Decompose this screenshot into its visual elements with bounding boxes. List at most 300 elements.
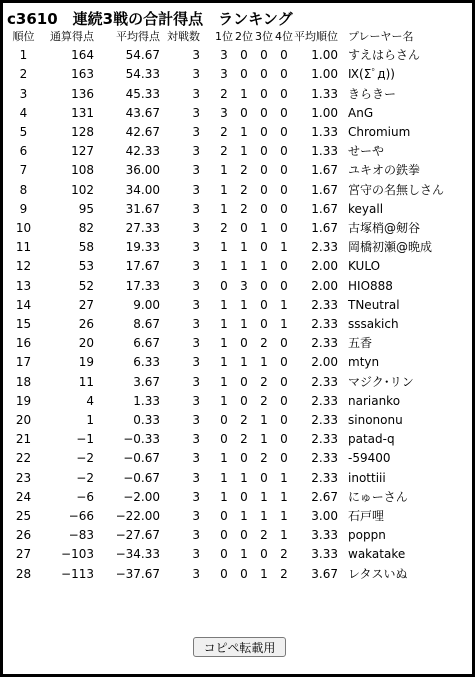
third-count-cell: 0	[260, 48, 268, 63]
average-score-cell: 34.00	[125, 182, 160, 197]
player-name-cell: inottiii	[348, 470, 386, 485]
average-score-cell: −27.67	[115, 528, 160, 543]
header-average-place: 平均順位	[294, 30, 338, 43]
player-name-cell: せーや	[348, 144, 385, 159]
average-score-cell: 8.67	[133, 317, 160, 332]
average-score-cell: 36.00	[125, 163, 160, 178]
fourth-count-cell: 1	[280, 528, 288, 543]
header-first: 1位	[215, 30, 233, 43]
average-place-cell: 2.33	[311, 297, 338, 312]
table-row	[7, 65, 444, 84]
fourth-count-cell: 0	[280, 48, 288, 63]
fourth-count-cell: 0	[280, 451, 288, 466]
table-row	[7, 430, 444, 449]
third-count-cell: 1	[260, 221, 268, 236]
player-name-cell: 五香	[348, 336, 373, 351]
fourth-count-cell: 0	[280, 355, 288, 370]
games-cell: 3	[192, 297, 200, 312]
table-row	[7, 411, 444, 430]
first-count-cell: 3	[220, 105, 228, 120]
total-score-cell: 11	[78, 374, 94, 389]
average-score-cell: 42.67	[125, 125, 160, 140]
table-row	[7, 181, 444, 200]
third-count-cell: 0	[260, 240, 268, 255]
table-row	[7, 449, 444, 468]
second-count-cell: 0	[240, 374, 248, 389]
games-cell: 3	[192, 259, 200, 274]
rank-cell: 15	[15, 317, 32, 332]
average-score-cell: 54.33	[125, 67, 160, 82]
average-place-cell: 2.00	[311, 355, 338, 370]
third-count-cell: 0	[260, 163, 268, 178]
rank-cell: 13	[15, 278, 32, 293]
third-count-cell: 1	[260, 489, 268, 504]
fourth-count-cell: 0	[280, 259, 288, 274]
fourth-count-cell: 2	[280, 547, 288, 562]
second-count-cell: 1	[240, 547, 248, 562]
third-count-cell: 0	[260, 470, 268, 485]
rank-cell: 24	[15, 489, 32, 504]
first-count-cell: 3	[220, 67, 228, 82]
third-count-cell: 0	[260, 67, 268, 82]
rank-cell: 10	[15, 221, 32, 236]
first-count-cell: 1	[220, 374, 228, 389]
player-name-cell: レタスいぬ	[348, 566, 408, 581]
fourth-count-cell: 0	[280, 336, 288, 351]
games-cell: 3	[192, 201, 200, 216]
page-title: c3610 連続3戦の合計得点 ランキング	[7, 10, 293, 28]
games-cell: 3	[192, 163, 200, 178]
third-count-cell: 0	[260, 278, 268, 293]
table-body	[7, 46, 444, 584]
games-cell: 3	[192, 451, 200, 466]
second-count-cell: 0	[240, 566, 248, 581]
total-score-cell: 128	[71, 125, 94, 140]
third-count-cell: 2	[260, 374, 268, 389]
header-second: 2位	[235, 30, 253, 43]
table-row	[7, 334, 444, 353]
games-cell: 3	[192, 336, 200, 351]
rank-cell: 21	[15, 432, 32, 447]
third-count-cell: 0	[260, 125, 268, 140]
games-cell: 3	[192, 67, 200, 82]
second-count-cell: 2	[240, 432, 248, 447]
rank-cell: 11	[15, 240, 32, 255]
average-score-cell: 1.33	[133, 393, 160, 408]
first-count-cell: 1	[220, 240, 228, 255]
average-score-cell: 6.33	[133, 355, 160, 370]
third-count-cell: 2	[260, 528, 268, 543]
average-place-cell: 3.00	[311, 509, 338, 524]
average-score-cell: 3.67	[133, 374, 160, 389]
second-count-cell: 0	[240, 393, 248, 408]
games-cell: 3	[192, 393, 200, 408]
second-count-cell: 2	[240, 163, 248, 178]
average-place-cell: 3.33	[311, 528, 338, 543]
second-count-cell: 2	[240, 413, 248, 428]
total-score-cell: 58	[78, 240, 94, 255]
fourth-count-cell: 0	[280, 413, 288, 428]
average-place-cell: 1.67	[311, 163, 338, 178]
table-row	[7, 277, 444, 296]
average-score-cell: −0.67	[123, 470, 160, 485]
first-count-cell: 1	[220, 355, 228, 370]
third-count-cell: 1	[260, 566, 268, 581]
games-cell: 3	[192, 509, 200, 524]
first-count-cell: 0	[220, 528, 228, 543]
average-score-cell: −34.33	[115, 547, 160, 562]
rank-cell: 9	[19, 201, 28, 216]
average-place-cell: 2.33	[311, 240, 338, 255]
table-row	[7, 507, 444, 526]
games-cell: 3	[192, 105, 200, 120]
fourth-count-cell: 0	[280, 374, 288, 389]
total-score-cell: 163	[71, 67, 94, 82]
player-name-cell: -59400	[348, 451, 391, 466]
average-place-cell: 2.33	[311, 451, 338, 466]
first-count-cell: 1	[220, 336, 228, 351]
table-row	[7, 161, 444, 180]
average-place-cell: 1.33	[311, 86, 338, 101]
third-count-cell: 2	[260, 451, 268, 466]
total-score-cell: 20	[78, 336, 94, 351]
average-score-cell: 9.00	[133, 297, 160, 312]
second-count-cell: 1	[240, 509, 248, 524]
table-header-row	[7, 27, 444, 46]
total-score-cell: 131	[71, 105, 94, 120]
first-count-cell: 0	[220, 509, 228, 524]
player-name-cell: mtyn	[348, 355, 380, 370]
table-row	[7, 85, 444, 104]
rank-cell: 3	[19, 86, 28, 101]
header-total-score: 通算得点	[50, 30, 94, 43]
average-place-cell: 1.67	[311, 182, 338, 197]
third-count-cell: 2	[260, 393, 268, 408]
second-count-cell: 1	[240, 317, 248, 332]
average-place-cell: 1.00	[311, 67, 338, 82]
second-count-cell: 1	[240, 86, 248, 101]
player-name-cell: KULO	[348, 259, 381, 274]
first-count-cell: 0	[220, 566, 228, 581]
average-score-cell: −0.33	[123, 432, 160, 447]
games-cell: 3	[192, 413, 200, 428]
average-score-cell: 42.33	[125, 144, 160, 159]
second-count-cell: 2	[240, 201, 248, 216]
rank-cell: 4	[19, 105, 28, 120]
player-name-cell: poppn	[348, 528, 386, 543]
total-score-cell: 95	[78, 201, 94, 216]
first-count-cell: 0	[220, 278, 228, 293]
average-score-cell: −0.67	[123, 451, 160, 466]
first-count-cell: 1	[220, 451, 228, 466]
fourth-count-cell: 2	[280, 566, 288, 581]
games-cell: 3	[192, 566, 200, 581]
average-place-cell: 2.67	[311, 489, 338, 504]
total-score-cell: −103	[61, 547, 94, 562]
average-place-cell: 2.33	[311, 393, 338, 408]
second-count-cell: 1	[240, 259, 248, 274]
games-cell: 3	[192, 86, 200, 101]
table-row	[7, 565, 444, 584]
games-cell: 3	[192, 48, 200, 63]
first-count-cell: 2	[220, 221, 228, 236]
player-name-cell: すえはらさん	[348, 48, 421, 63]
total-score-cell: 82	[78, 221, 94, 236]
average-place-cell: 1.33	[311, 144, 338, 159]
average-score-cell: −2.00	[123, 489, 160, 504]
average-score-cell: −22.00	[115, 509, 160, 524]
games-cell: 3	[192, 489, 200, 504]
total-score-cell: −113	[61, 566, 94, 581]
third-count-cell: 1	[260, 413, 268, 428]
fourth-count-cell: 0	[280, 393, 288, 408]
table-row	[7, 373, 444, 392]
average-place-cell: 2.33	[311, 336, 338, 351]
second-count-cell: 1	[240, 240, 248, 255]
second-count-cell: 0	[240, 221, 248, 236]
rank-cell: 22	[15, 451, 32, 466]
header-fourth: 4位	[275, 30, 293, 43]
first-count-cell: 0	[220, 432, 228, 447]
player-name-cell: sinononu	[348, 413, 403, 428]
player-name-cell: マジク･リン	[348, 374, 414, 389]
first-count-cell: 3	[220, 48, 228, 63]
rank-cell: 17	[15, 355, 32, 370]
total-score-cell: 164	[71, 48, 94, 63]
second-count-cell: 0	[240, 48, 248, 63]
player-name-cell: narianko	[348, 393, 401, 408]
table-row	[7, 123, 444, 142]
second-count-cell: 1	[240, 355, 248, 370]
table-row	[7, 142, 444, 161]
rank-cell: 1	[19, 48, 28, 63]
player-name-cell: wakatake	[348, 547, 406, 562]
rank-cell: 12	[15, 259, 32, 274]
fourth-count-cell: 0	[280, 67, 288, 82]
first-count-cell: 1	[220, 297, 228, 312]
average-score-cell: 54.67	[125, 48, 160, 63]
fourth-count-cell: 1	[280, 470, 288, 485]
first-count-cell: 1	[220, 489, 228, 504]
total-score-cell: −6	[76, 489, 94, 504]
player-name-cell: ユキオの鉄拳	[348, 163, 421, 178]
third-count-cell: 0	[260, 317, 268, 332]
total-score-cell: −2	[76, 470, 94, 485]
third-count-cell: 0	[260, 86, 268, 101]
average-place-cell: 2.33	[311, 432, 338, 447]
first-count-cell: 2	[220, 86, 228, 101]
rank-cell: 23	[15, 470, 32, 485]
fourth-count-cell: 0	[280, 105, 288, 120]
second-count-cell: 1	[240, 144, 248, 159]
first-count-cell: 0	[220, 413, 228, 428]
first-count-cell: 1	[220, 163, 228, 178]
first-count-cell: 1	[220, 317, 228, 332]
second-count-cell: 2	[240, 182, 248, 197]
total-score-cell: 53	[78, 259, 94, 274]
third-count-cell: 0	[260, 182, 268, 197]
games-cell: 3	[192, 374, 200, 389]
third-count-cell: 1	[260, 509, 268, 524]
total-score-cell: −1	[76, 432, 94, 447]
total-score-cell: 108	[71, 163, 94, 178]
fourth-count-cell: 0	[280, 278, 288, 293]
table-row	[7, 353, 444, 372]
total-score-cell: 102	[71, 182, 94, 197]
total-score-cell: 52	[78, 278, 94, 293]
third-count-cell: 1	[260, 432, 268, 447]
average-place-cell: 2.33	[311, 317, 338, 332]
games-cell: 3	[192, 144, 200, 159]
average-score-cell: −37.67	[115, 566, 160, 581]
second-count-cell: 0	[240, 336, 248, 351]
first-count-cell: 1	[220, 259, 228, 274]
first-count-cell: 1	[220, 182, 228, 197]
player-name-cell: 宮守の名無しさん	[348, 182, 445, 197]
rank-cell: 5	[19, 125, 28, 140]
player-name-cell: 岡橋初瀬@晩成	[348, 240, 433, 255]
average-place-cell: 1.33	[311, 125, 338, 140]
header-rank: 順位	[12, 30, 35, 43]
rank-cell: 20	[15, 413, 32, 428]
average-place-cell: 2.33	[311, 470, 338, 485]
table-row	[7, 104, 444, 123]
fourth-count-cell: 0	[280, 163, 288, 178]
player-name-cell: AnG	[348, 105, 374, 120]
third-count-cell: 0	[260, 297, 268, 312]
header-average-score: 平均得点	[116, 30, 160, 43]
average-score-cell: 0.33	[133, 413, 160, 428]
rank-cell: 18	[15, 374, 32, 389]
third-count-cell: 0	[260, 201, 268, 216]
average-place-cell: 1.00	[311, 48, 338, 63]
table-row	[7, 469, 444, 488]
player-name-cell: HIO888	[348, 278, 393, 293]
average-score-cell: 17.33	[125, 278, 160, 293]
table-row	[7, 545, 444, 564]
table-row	[7, 488, 444, 507]
player-name-cell: 古塚梢@剱谷	[348, 221, 421, 236]
average-place-cell: 1.67	[311, 201, 338, 216]
average-score-cell: 6.67	[133, 336, 160, 351]
table-row	[7, 296, 444, 315]
total-score-cell: 19	[78, 355, 94, 370]
fourth-count-cell: 1	[280, 240, 288, 255]
rank-cell: 14	[15, 297, 32, 312]
total-score-cell: −83	[68, 528, 94, 543]
games-cell: 3	[192, 355, 200, 370]
table-row	[7, 392, 444, 411]
table-row	[7, 200, 444, 219]
total-score-cell: 4	[86, 393, 94, 408]
player-name-cell: きらきー	[348, 86, 397, 101]
fourth-count-cell: 0	[280, 144, 288, 159]
table-row	[7, 257, 444, 276]
rank-cell: 25	[15, 509, 32, 524]
average-place-cell: 1.67	[311, 221, 338, 236]
rank-cell: 19	[15, 393, 32, 408]
ranking-table	[7, 27, 444, 584]
first-count-cell: 1	[220, 470, 228, 485]
first-count-cell: 0	[220, 547, 228, 562]
table-row	[7, 219, 444, 238]
fourth-count-cell: 0	[280, 86, 288, 101]
header-third: 3位	[255, 30, 273, 43]
average-place-cell: 3.67	[311, 566, 338, 581]
average-score-cell: 31.67	[125, 201, 160, 216]
rank-cell: 16	[15, 336, 32, 351]
second-count-cell: 0	[240, 489, 248, 504]
first-count-cell: 1	[220, 393, 228, 408]
rank-cell: 8	[19, 182, 28, 197]
fourth-count-cell: 1	[280, 297, 288, 312]
total-score-cell: 1	[86, 413, 94, 428]
total-score-cell: 127	[71, 144, 94, 159]
third-count-cell: 1	[260, 259, 268, 274]
table-row	[7, 238, 444, 257]
table-row	[7, 46, 444, 65]
rank-cell: 27	[15, 547, 32, 562]
average-place-cell: 3.33	[311, 547, 338, 562]
first-count-cell: 2	[220, 125, 228, 140]
average-score-cell: 19.33	[125, 240, 160, 255]
table-row	[7, 526, 444, 545]
table-row	[7, 315, 444, 334]
games-cell: 3	[192, 432, 200, 447]
rank-cell: 6	[19, 144, 28, 159]
rank-cell: 7	[19, 163, 28, 178]
second-count-cell: 0	[240, 528, 248, 543]
fourth-count-cell: 0	[280, 221, 288, 236]
fourth-count-cell: 1	[280, 509, 288, 524]
first-count-cell: 2	[220, 144, 228, 159]
second-count-cell: 0	[240, 105, 248, 120]
second-count-cell: 0	[240, 451, 248, 466]
average-place-cell: 1.00	[311, 105, 338, 120]
player-name-cell: keyall	[348, 201, 384, 216]
first-count-cell: 1	[220, 201, 228, 216]
copy-for-repost-button[interactable]: コピペ転載用	[193, 637, 286, 657]
average-score-cell: 43.67	[125, 105, 160, 120]
player-name-cell: sssakich	[348, 317, 399, 332]
player-name-cell: 石戸哩	[348, 509, 385, 524]
fourth-count-cell: 0	[280, 182, 288, 197]
total-score-cell: 26	[78, 317, 94, 332]
total-score-cell: 136	[71, 86, 94, 101]
rank-cell: 26	[15, 528, 32, 543]
total-score-cell: −66	[68, 509, 94, 524]
fourth-count-cell: 0	[280, 201, 288, 216]
games-cell: 3	[192, 182, 200, 197]
games-cell: 3	[192, 470, 200, 485]
games-cell: 3	[192, 240, 200, 255]
third-count-cell: 0	[260, 547, 268, 562]
games-cell: 3	[192, 125, 200, 140]
second-count-cell: 0	[240, 67, 248, 82]
second-count-cell: 3	[240, 278, 248, 293]
average-place-cell: 2.33	[311, 413, 338, 428]
second-count-cell: 1	[240, 297, 248, 312]
games-cell: 3	[192, 547, 200, 562]
player-name-cell: TNeutral	[348, 297, 400, 312]
second-count-cell: 1	[240, 125, 248, 140]
average-place-cell: 2.33	[311, 374, 338, 389]
second-count-cell: 1	[240, 470, 248, 485]
third-count-cell: 2	[260, 336, 268, 351]
average-place-cell: 2.00	[311, 259, 338, 274]
fourth-count-cell: 1	[280, 317, 288, 332]
fourth-count-cell: 0	[280, 125, 288, 140]
